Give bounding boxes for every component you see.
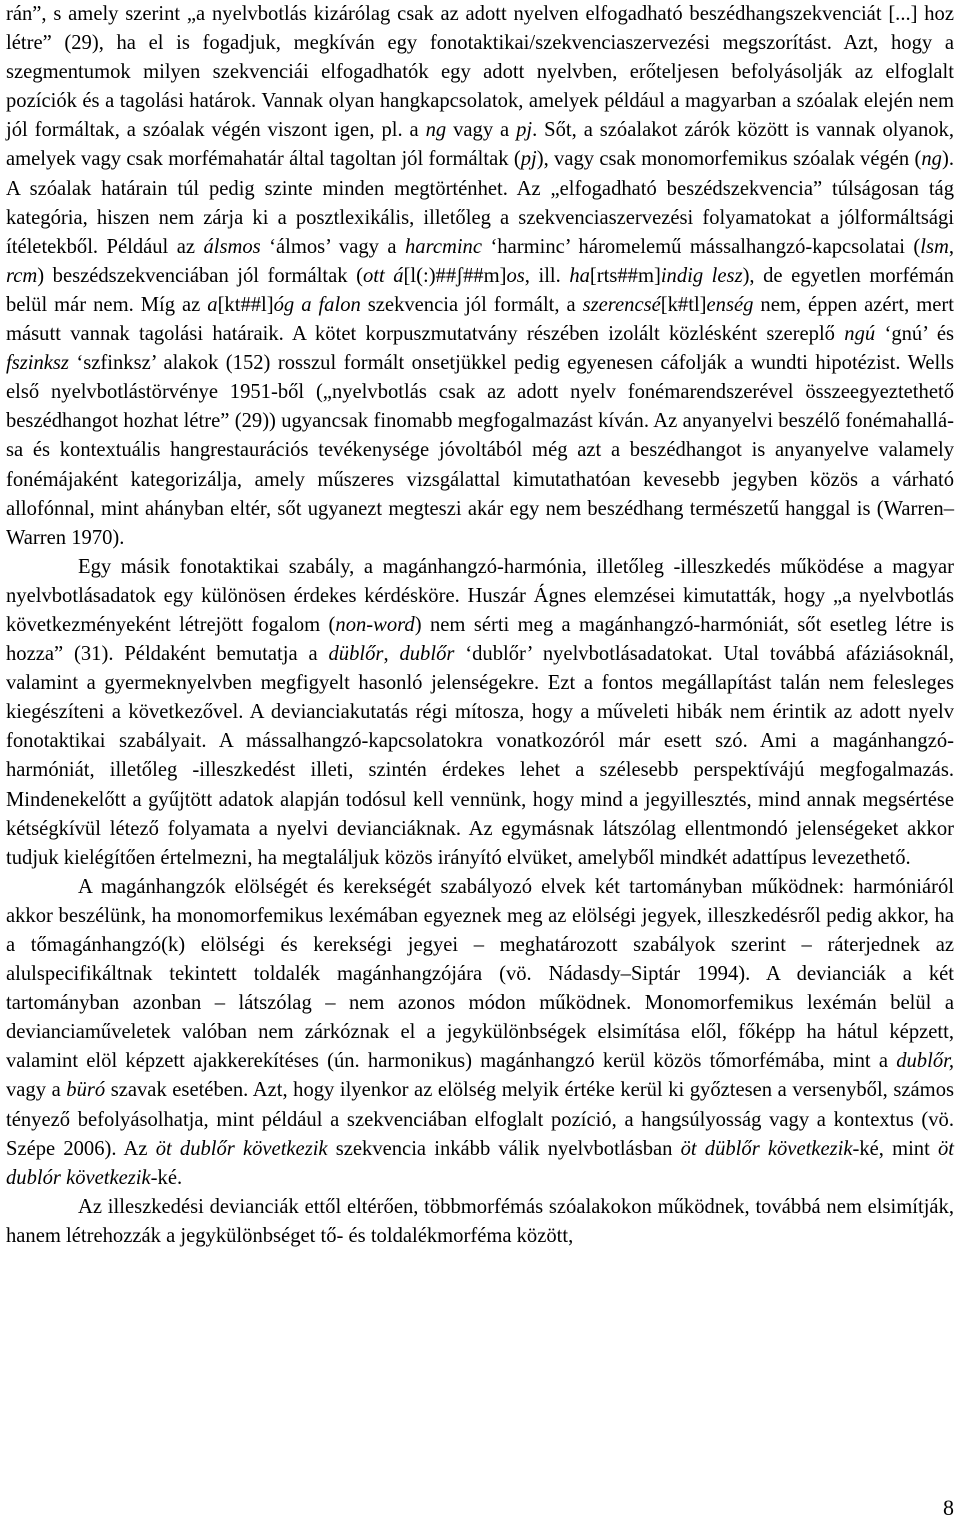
- text-run: ,: [383, 643, 400, 666]
- text-run: Egy másik fonotaktikai szabály, a magánhangzó-harmónia, illetőleg -illeszkedés működése a magyar nyelvbotlásadatok egy különösen érdekes kérdésköre. Huszár Ágnes elemzései kimutatták, hogy „a nyelvbotlás következményeként létrejött fogalom (: [6, 555, 954, 636]
- text-run: ) nem sérti meg a magánhangzó-harmóniát, sőt esetleg létre is hozza” (31). Példaként bemutatja a: [6, 613, 954, 666]
- italic-text: enség: [706, 293, 754, 316]
- italic-text: öt dublőr következik: [155, 1137, 328, 1160]
- paragraph: [6, 873, 954, 1193]
- text-run: ‘dublőr’ nyelvbotlásadatokat. Utal továbbá afáziásoknál, valamint a gyermeknyelvben megfigyelt hasonló jelenségekre. Ezt a fontos megállapítást talán nem felesleges kiegészíteni a következővel. A devianciakutatás régi mítosza, hogy a műveleti hibák nem érintik az adott nyelv fonotaktikai szabályait. A mássalhangzó-kapcsolatokra vonatkozóról már esett szó. Ami a magánhangzó-harmóniát, illetőleg -illeszkedést illeti, szintén érdekes lehet a szélesebb perspektívájú megfogalmazás. Mindenekelőtt a gyűjtött adatok alapján todósul kell vennünk, hogy mind a jegyillesztés, mind annak megsértése kétségkívül létező folyamata a nyelvi devianciáknak. Az egymásnak látszólag ellentmondó jelenségeket akkor tudjuk kielégítően értelmezni, ha megtaláljuk közös irányító elvüket, amelyből mindkét adattípus levezethető.: [6, 643, 954, 869]
- italic-text: indig lesz: [660, 264, 743, 287]
- text-run: ,: [948, 235, 954, 258]
- text-run: vagy a: [446, 119, 517, 142]
- italic-text: ott á: [362, 264, 404, 287]
- italic-text: ng: [921, 148, 942, 171]
- italic-text: fszinksz: [6, 352, 69, 375]
- text-run: [k#tl]: [660, 293, 707, 316]
- italic-text: ha: [569, 264, 590, 287]
- text-run: ). A szóalak határain túl pedig szinte minden megtörténhet. Az „elfogadható beszédszekvencia” túlságosan tág kategória, hiszen nem zárja ki a posztlexikális, illetőleg a szekvenciaszervezési folyamatokat a jólformáltsági ítéletekből. Például az: [6, 148, 954, 258]
- text-run: -ké.: [150, 1166, 183, 1189]
- italic-text: lsm: [920, 235, 949, 258]
- italic-text: harcminc: [404, 235, 482, 258]
- text-run: nem, éppen azért, mert másutt vannak tagolási határaik. A kötet korpuszmutatvány részében izolált közlésként szereplő: [6, 293, 954, 346]
- text-run: , ill.: [524, 264, 570, 287]
- text-run: ‘álmos’ vagy a: [260, 235, 405, 258]
- italic-text: büró: [66, 1079, 106, 1102]
- body-text: [6, 0, 954, 1251]
- italic-text: szerencsé: [582, 293, 661, 316]
- italic-text: öt düblőr következik: [680, 1137, 853, 1160]
- italic-text: ngú: [844, 323, 876, 346]
- italic-text: öt dublór következik: [6, 1137, 955, 1189]
- text-run: ), vagy csak monomorfemikus szóalak végén (: [536, 148, 922, 171]
- text-run: vagy a: [6, 1079, 67, 1102]
- text-run: szekvencia jól formált, a: [360, 293, 583, 316]
- page-number: 8: [943, 1495, 954, 1520]
- text-run: szekvencia inkább válik nyelvbotlásban: [327, 1137, 681, 1160]
- text-run: ) beszédszekvenciában jól formáltak (: [37, 264, 363, 287]
- italic-text: düblőr: [328, 643, 384, 666]
- italic-text: dublőr,: [896, 1050, 954, 1073]
- italic-text: os: [506, 264, 525, 287]
- italic-text: rcm: [6, 264, 38, 287]
- paragraph: [6, 553, 954, 873]
- paragraph: [6, 1193, 954, 1251]
- text-run: A magánhangzók elölségét és kerekségét szabályozó elvek két tartományban működnek: harmóniáról akkor beszélünk, ha monomorfemikus lexémában egyeznek meg az elölségi jegyek, illeszkedésről pedig akkor, ha a tőmagánhangzó(k) elölségi és kerekségi jegyei – meghatározott szabályok szerint – ráterjednek az alulspecifikáltnak tekintett toldalék magánhangzójára (vö. Nádasdy–Siptár 1994). A devianciák a két tartományban azonban – látszólag – nem azonos módon működnek. Monomorfemikus lexémán belül a devianciaműveletek valóban nem zárkóznak el a jegykülönbségek elsimítása elől, főképp ha hátul képzett, valamint elöl képzett ajakkerekítéses (ún. harmonikus) magánhangzó kerül közös tőmorfémába, mint a: [6, 875, 954, 1073]
- italic-text: pj: [516, 119, 533, 142]
- text-run: Az illeszkedési devianciák ettől eltérően, többmorfémás szóalakokon működnek, továbbá nem elsimítják, hanem létrehozzák a jegykülönbséget tő- és toldalékmorféma között,: [6, 1195, 954, 1247]
- italic-text: ng: [425, 119, 447, 142]
- text-run: [l(:)##ʃ##m]: [403, 264, 507, 287]
- italic-text: pj: [520, 148, 537, 171]
- text-run: ‘szfinksz’ alakok (152) rosszul formált onsetjükkel pedig egyenesen cáfolják a wundti hipotézist. Wells első nyelvbotlástörvénye 1951-ből („nyelvbotlás csak az adott nyelv fonémarendszerével összeegyeztethető beszédhangot hozhat létre” (29)) ugyancsak finomabb megfogalmazást kíván. Az anyanyelvi beszélő fonémahallása és kontextuális hangrestaurációs tevékenysége jóvoltából még azt a beszédhangot is anyanyelve valamely fonémájaként kategorizálja, amely műszeres vizsgálattal kimutathatóan kevesebb jegyben közös a várható allofónnal, mint ahányban eltér, sőt ugyanezt megteszi akár egy nem beszédhang természetű hanggal is (Warren–Warren 1970).: [6, 352, 954, 549]
- italic-text: óg a falon: [273, 293, 361, 316]
- italic-text: non-word: [335, 613, 415, 636]
- text-run: rán”, s amely szerint „a nyelvbotlás kizárólag csak az adott nyelven elfogadható beszédhangszekvenciát [...] hoz létre” (29), ha el is fogadjuk, megkíván egy fonotaktikai/szekvenciaszervezési megszorítást. Azt, hogy a szegmentumok milyen szekvenciái elfogadhatók egy adott nyelvben, erőteljesen befolyásolják az elfoglalt pozíciók és a tagolási határok. Vannak olyan hangkapcsolatok, amelyek például a magyarban a szóalak elején nem jól formáltak, a szóalak végén viszont igen, pl. a: [6, 3, 954, 142]
- italic-text: a: [207, 293, 218, 316]
- italic-text: álsmos: [203, 235, 261, 258]
- paragraph: [6, 0, 954, 553]
- text-run: -ké, mint: [852, 1137, 938, 1160]
- italic-text: dublőr: [399, 643, 455, 666]
- text-run: [rts##m]: [589, 264, 661, 287]
- text-run: . Sőt, a szóalakot zárók között is vannak olyanok, amelyek vagy csak morfémahatár által tagoltan jól formáltak (: [6, 119, 954, 171]
- text-run: ‘gnú’ és: [875, 323, 955, 346]
- text-run: szavak esetében. Azt, hogy ilyenkor az elölség melyik értéke kerül ki győztesen a versenyből, számos tényező befolyásolhatja, mint például a szekvenciában elfoglalt pozíció, a hangsúlyosság vagy a kontextus (vö. Szépe 2006). Az: [6, 1079, 955, 1160]
- text-run: ‘harminc’ háromelemű mássalhangzó-kapcsolatai (: [482, 235, 921, 258]
- text-run: [kt##l]: [217, 293, 274, 316]
- text-run: ), de egyetlen morfémán belül már nem. Míg az: [6, 264, 954, 316]
